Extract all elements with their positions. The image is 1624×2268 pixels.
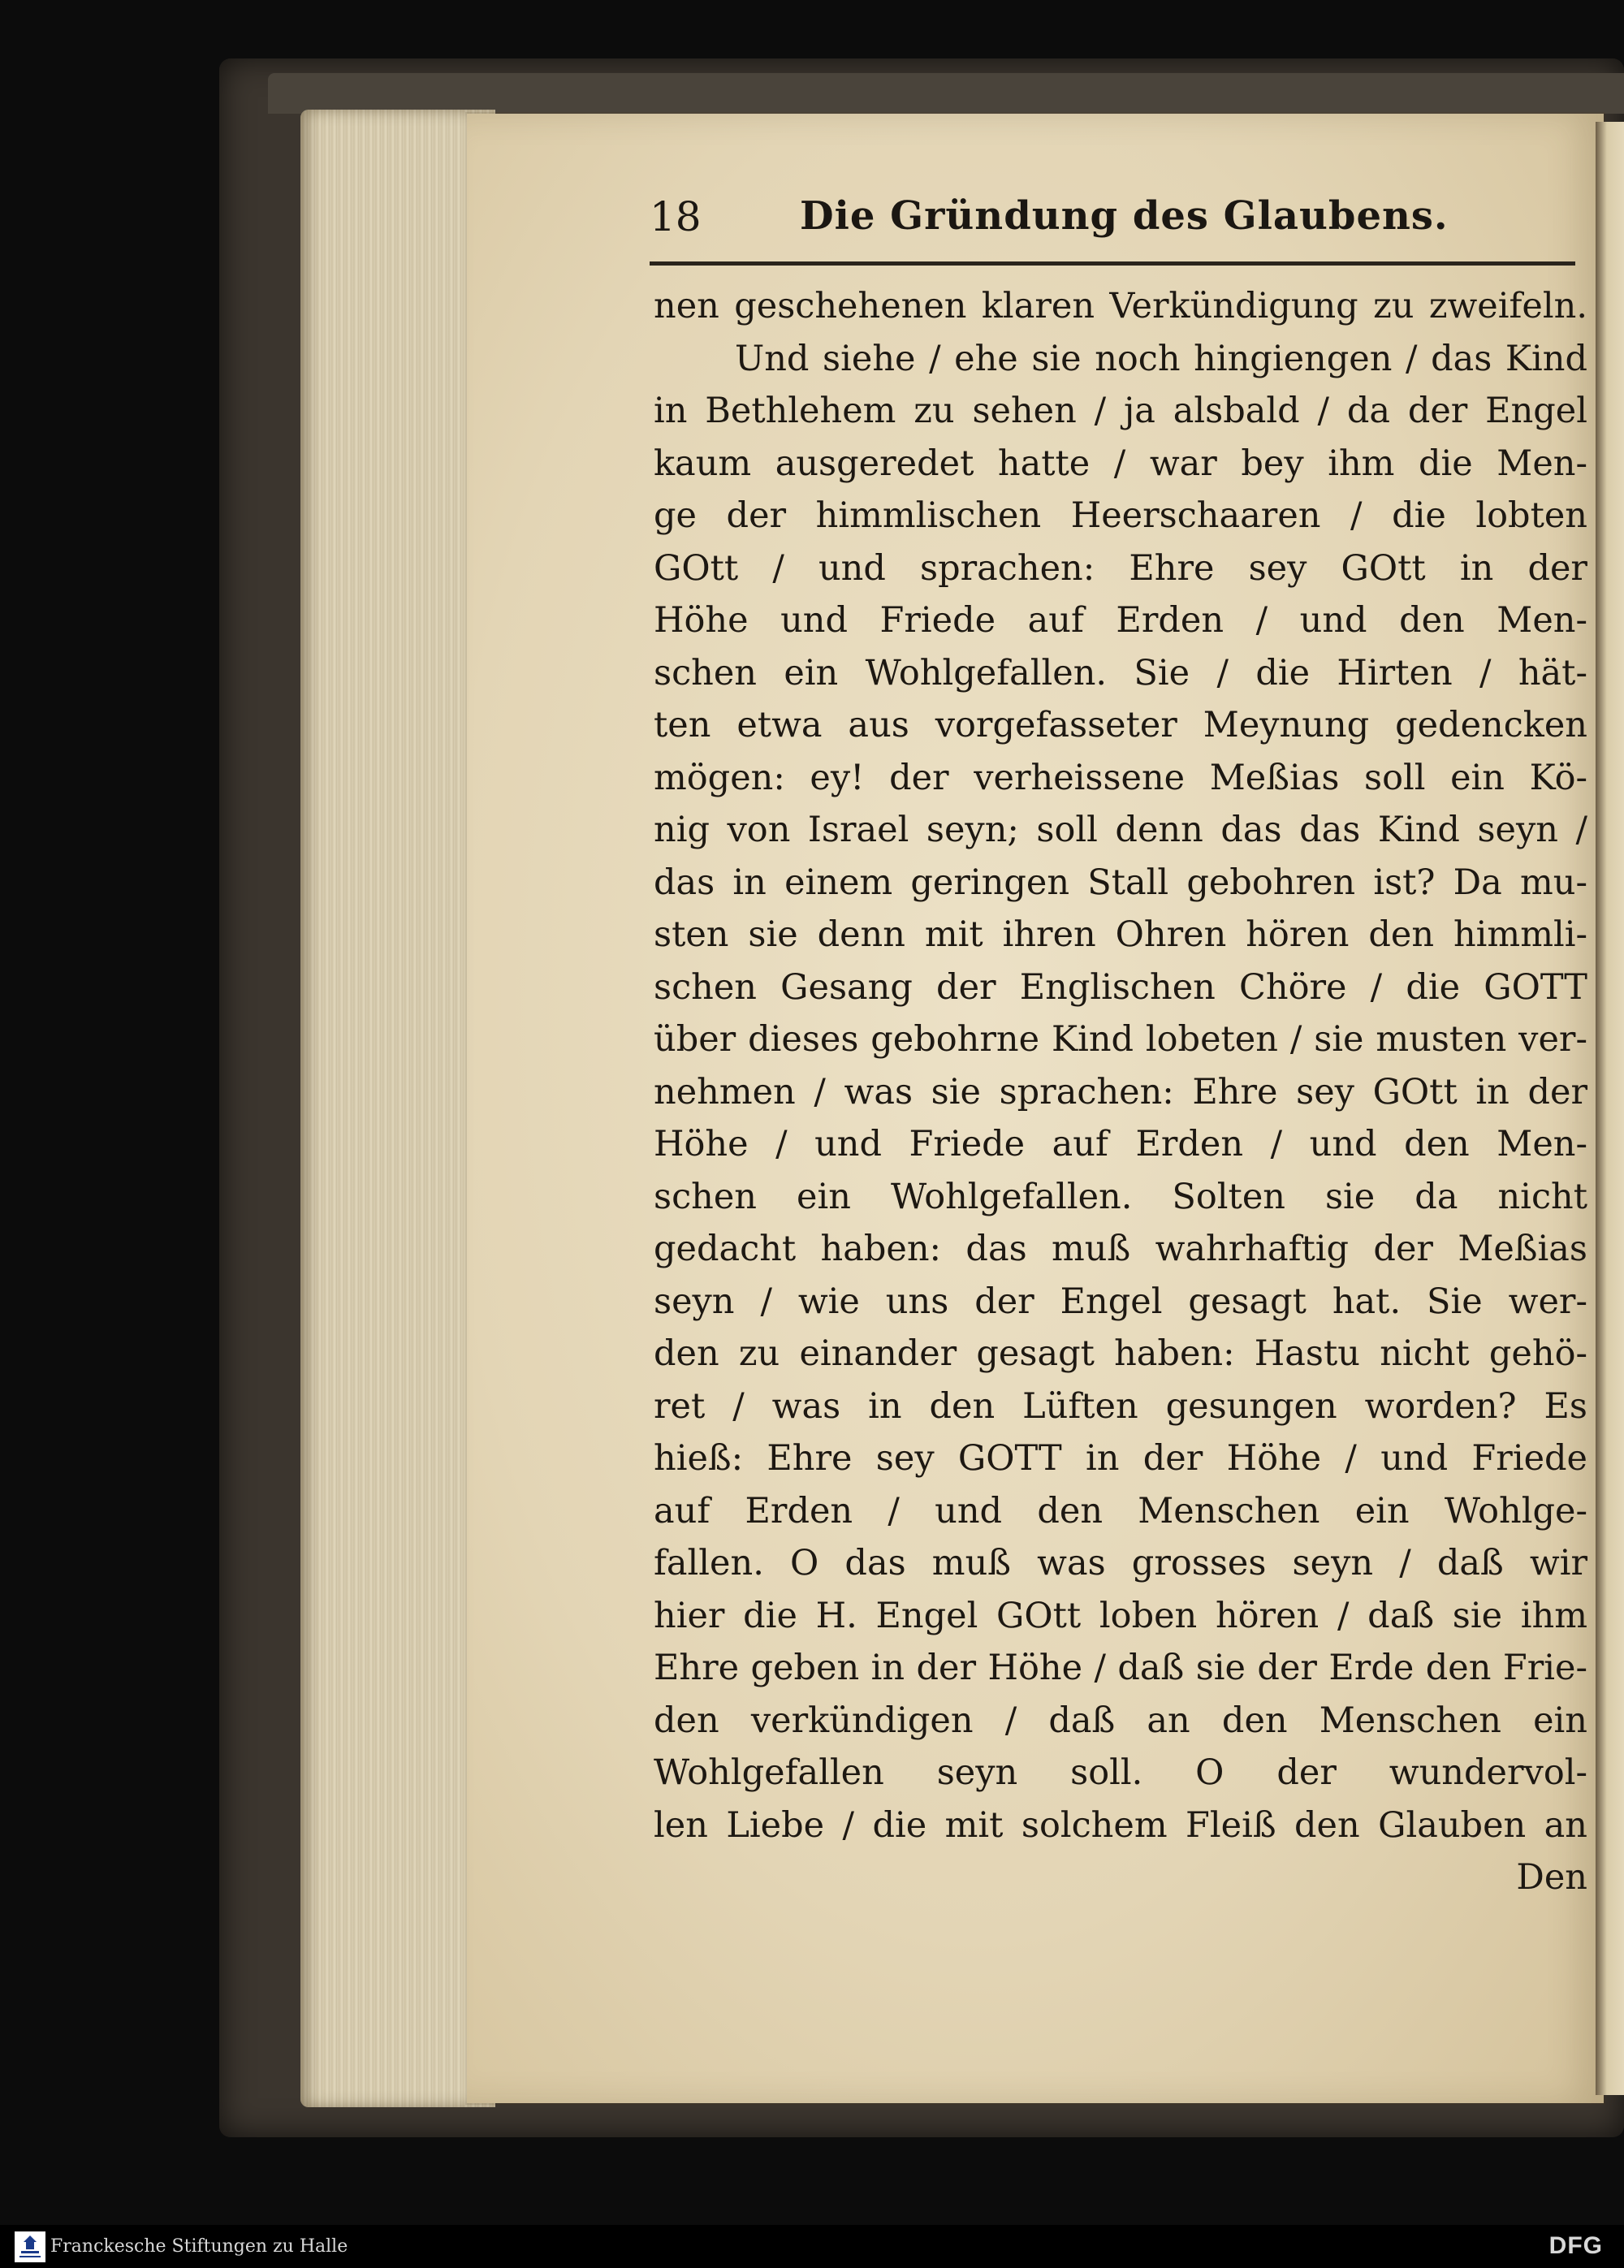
text-line: hieß: Ehre sey GOTT in der Höhe / und Friede xyxy=(654,1438,1587,1479)
viewer-footer xyxy=(0,2225,1624,2268)
text-line: ge der himmlischen Heerschaaren / die lobten xyxy=(654,495,1587,536)
header-rule xyxy=(650,261,1575,266)
text-line: nehmen / was sie sprachen: Ehre sey GOtt in der xyxy=(654,1071,1587,1112)
catchword: Den xyxy=(1516,1857,1587,1898)
text-line: über dieses gebohrne Kind lobeten / sie musten ver- xyxy=(654,1019,1587,1060)
institution-name: Franckesche Stiftungen zu Halle xyxy=(50,2236,348,2257)
text-line: das in einem geringen Stall gebohren ist? Da mu- xyxy=(654,862,1587,903)
text-line: ten etwa aus vorgefasseter Meynung gedencken xyxy=(654,705,1587,745)
text-line: nig von Israel seyn; soll denn das das Kind seyn / xyxy=(654,810,1587,850)
text-line: mögen: ey! der verheissene Meßias soll ein Kö- xyxy=(654,757,1587,798)
text-line: gedacht haben: das muß wahrhaftig der Meßias xyxy=(654,1229,1587,1269)
text-line: nen geschehenen klaren Verkündigung zu zweifeln. xyxy=(654,286,1587,326)
text-line: Höhe und Friede auf Erden / und den Men- xyxy=(654,600,1587,641)
text-line: len Liebe / die mit solchem Fleiß den Glauben an xyxy=(654,1804,1587,1846)
text-line: hier die H. Engel GOtt loben hören / daß sie ihm xyxy=(654,1595,1587,1636)
text-line: Wohlgefallen seyn soll. O der wundervol- xyxy=(654,1752,1587,1793)
text-line: den verkündigen / daß an den Menschen ein xyxy=(654,1700,1587,1741)
page-edges xyxy=(300,110,495,2107)
text-line: fallen. O das muß was grosses seyn / daß wir xyxy=(654,1543,1587,1583)
text-line: schen ein Wohlgefallen. Solten sie da nicht xyxy=(654,1176,1587,1217)
text-line: kaum ausgeredet hatte / war bey ihm die Men- xyxy=(654,443,1587,484)
text-line: ret / was in den Lüften gesungen worden? Es xyxy=(654,1385,1587,1427)
text-line: in Bethlehem zu sehen / ja alsbald / da der Engel xyxy=(654,391,1587,431)
dfg-logo: DFG xyxy=(1548,2232,1603,2259)
text-line: auf Erden / und den Menschen ein Wohlge- xyxy=(654,1490,1587,1531)
body-text xyxy=(654,280,1587,1904)
text-line: seyn / wie uns der Engel gesagt hat. Sie wer- xyxy=(654,1281,1587,1322)
page-header xyxy=(650,193,1583,242)
text-line: schen ein Wohlgefallen. Sie / die Hirten / hät- xyxy=(654,652,1587,693)
page-number: 18 xyxy=(650,193,702,240)
text-line: Höhe / und Friede auf Erden / und den Men- xyxy=(654,1124,1587,1164)
text-line: sten sie denn mit ihren Ohren hören den himmli- xyxy=(654,914,1587,955)
book-board-edge xyxy=(268,73,1624,114)
text-line: Und siehe / ehe sie noch hingiengen / das Kind xyxy=(735,338,1587,379)
running-head: Die Gründung des Glaubens. xyxy=(800,193,1449,239)
institution-logo-icon xyxy=(15,2231,45,2262)
facing-page-edge xyxy=(1596,122,1624,2095)
text-line: schen Gesang der Englischen Chöre / die GOTT xyxy=(654,966,1587,1008)
text-line: GOtt / und sprachen: Ehre sey GOtt in der xyxy=(654,547,1587,589)
text-line: Ehre geben in der Höhe / daß sie der Erde den Frie- xyxy=(654,1648,1587,1688)
text-line: den zu einander gesagt haben: Hastu nicht gehö- xyxy=(654,1333,1587,1374)
